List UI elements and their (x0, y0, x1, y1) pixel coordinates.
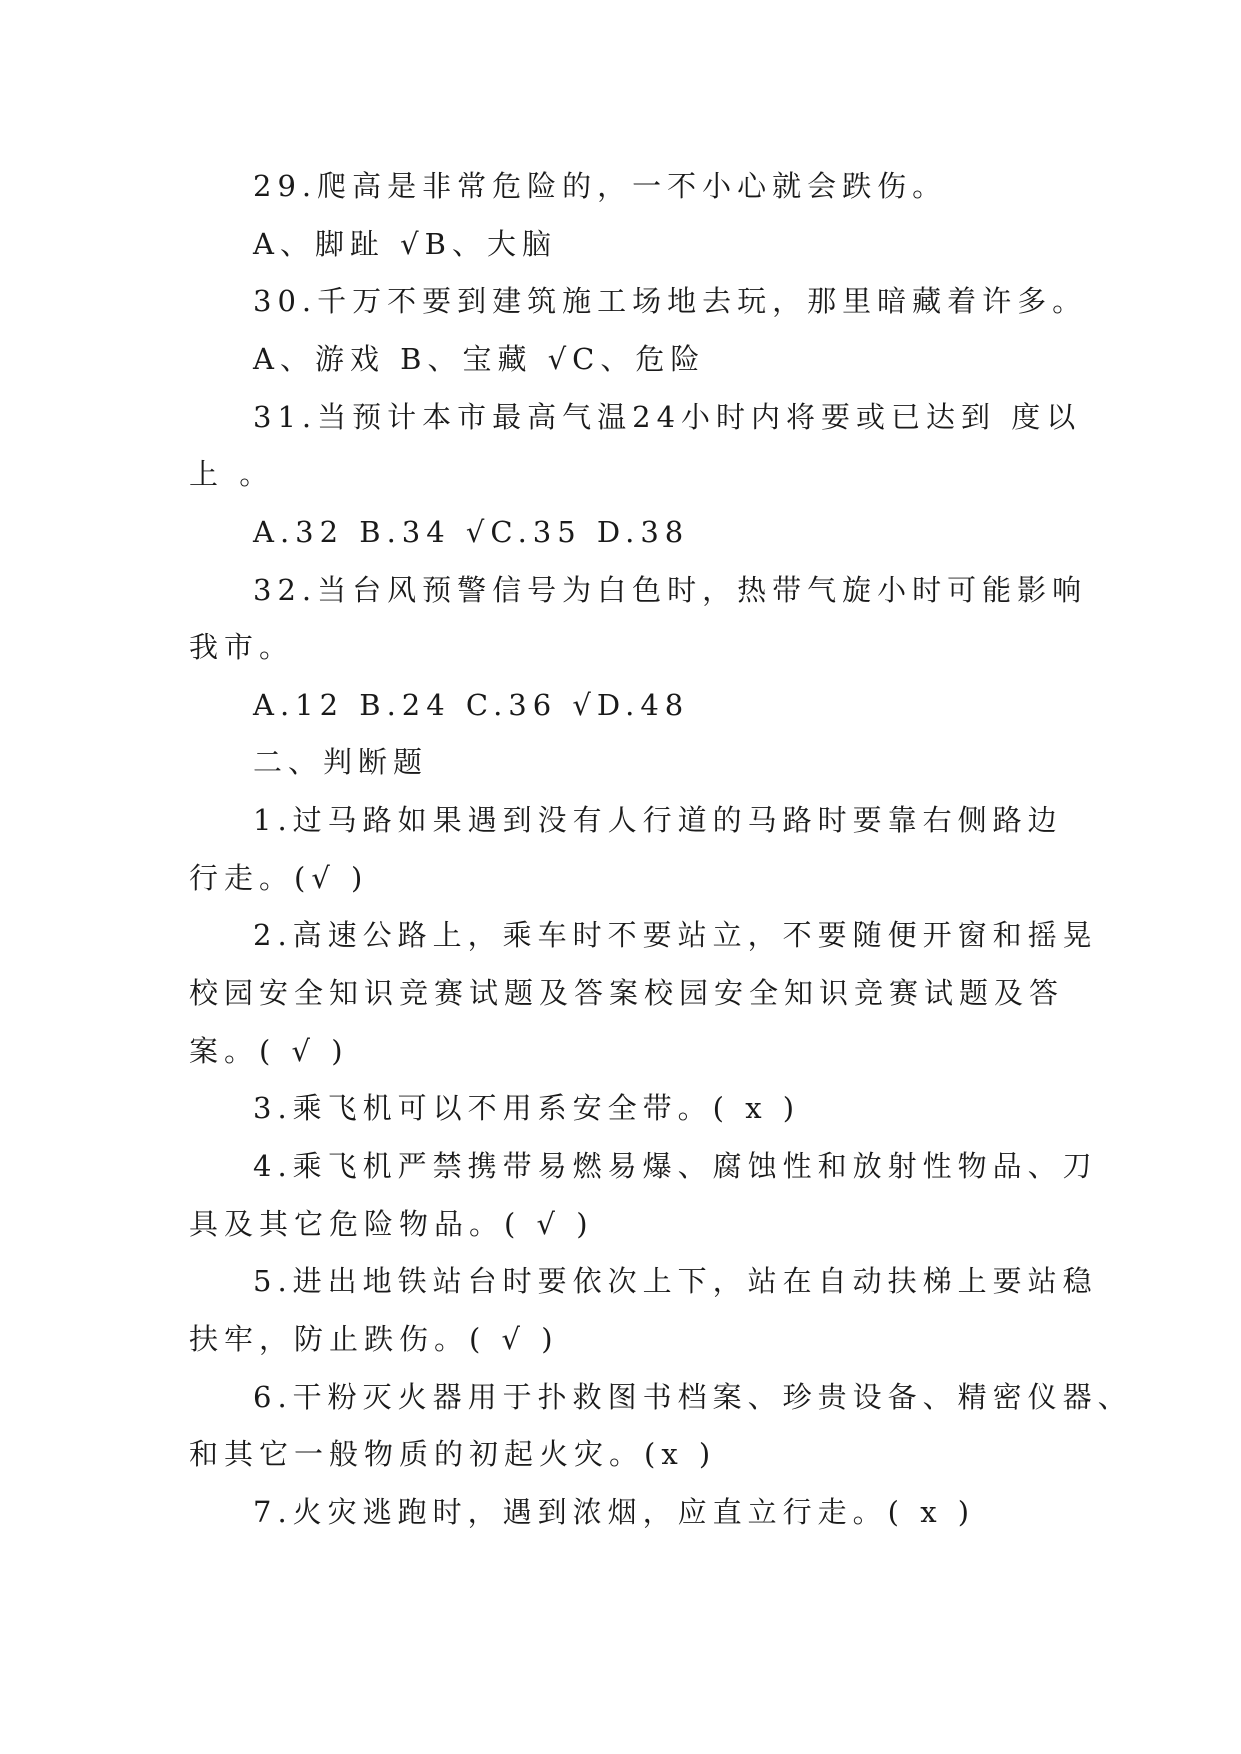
judgment-5: 5.进出地铁站台时要依次上下，站在自动扶梯上要站稳 (253, 1264, 1098, 1298)
question-31: 31.当预计本市最高气温24小时内将要或已达到 度以 (253, 400, 1082, 434)
question-29-options: A、脚趾 √B、大脑 (253, 227, 557, 261)
judgment-6-continued: 和其它一般物质的初起火灾。(x ) (189, 1437, 717, 1471)
question-30: 30.千万不要到建筑施工场地去玩，那里暗藏着许多。 (253, 284, 1088, 318)
judgment-2-end: 案。( √ ) (189, 1034, 349, 1068)
judgment-2: 2.高速公路上，乘车时不要站立，不要随便开窗和摇晃 (253, 918, 1098, 952)
judgment-4-continued: 具及其它危险物品。( √ ) (189, 1207, 594, 1241)
section-heading-true-false: 二、判断题 (253, 745, 429, 779)
question-31-options: A.32 B.34 √C.35 D.38 (253, 515, 690, 549)
judgment-6: 6.干粉灭火器用于扑救图书档案、珍贵设备、精密仪器、 (253, 1380, 1133, 1414)
judgment-2-continued: 校园安全知识竞赛试题及答案校园安全知识竞赛试题及答 (189, 976, 1065, 1010)
question-32: 32.当台风预警信号为白色时，热带气旋小时可能影响 (253, 573, 1088, 607)
judgment-4: 4.乘飞机严禁携带易燃易爆、腐蚀性和放射性物品、刀 (253, 1149, 1098, 1183)
question-32-options: A.12 B.24 C.36 √D.48 (253, 688, 690, 722)
question-29: 29.爬高是非常危险的，一不小心就会跌伤。 (253, 169, 948, 203)
question-30-options: A、游戏 B、宝藏 √C、危险 (253, 342, 706, 376)
judgment-7: 7.火灾逃跑时，遇到浓烟，应直立行走。( x ) (253, 1495, 976, 1529)
judgment-5-continued: 扶牢，防止跌伤。( √ ) (189, 1322, 559, 1356)
question-31-continued: 上 。 (189, 457, 275, 491)
judgment-1-continued: 行走。(√ ) (189, 861, 369, 895)
judgment-1: 1.过马路如果遇到没有人行道的马路时要靠右侧路边 (253, 803, 1063, 837)
question-32-continued: 我市。 (189, 630, 295, 664)
judgment-3: 3.乘飞机可以不用系安全带。( x ) (253, 1091, 801, 1125)
